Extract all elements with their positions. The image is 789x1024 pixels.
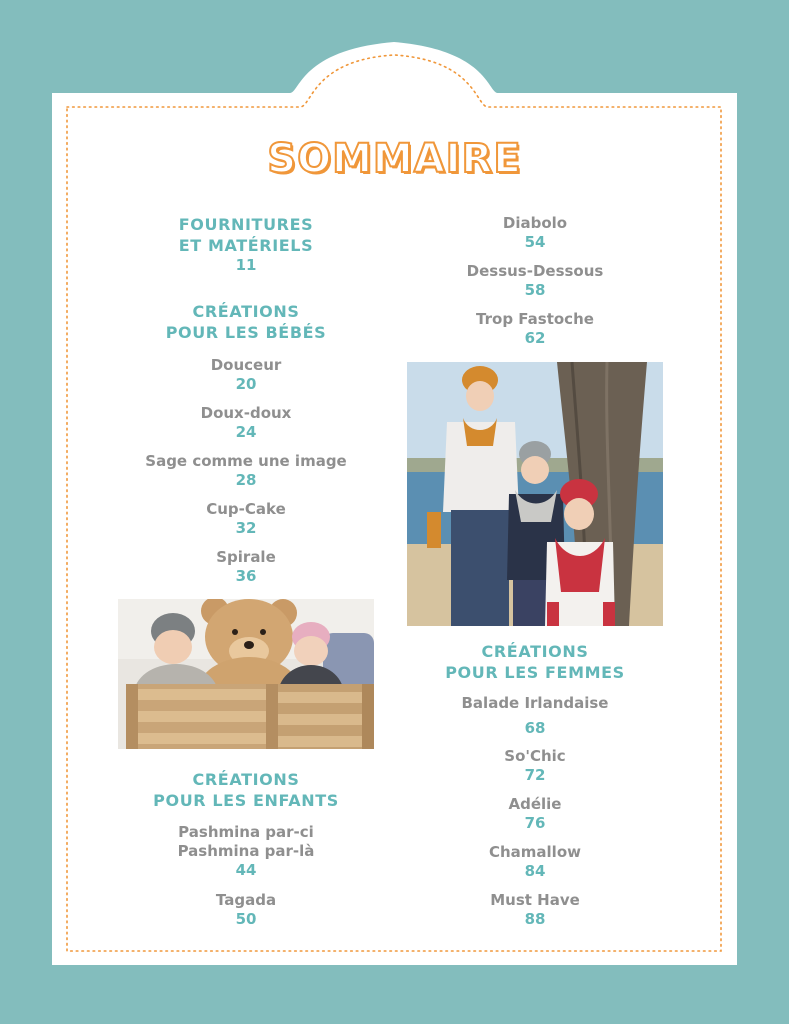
toc-entry[interactable]	[407, 262, 663, 300]
section-heading: FOURNITURES	[178, 215, 314, 234]
page-number: 76	[524, 814, 546, 832]
toc-entry[interactable]	[407, 310, 663, 348]
entry-name: Tagada	[215, 891, 277, 909]
page-number: 20	[235, 375, 257, 393]
section-bebes-heading	[118, 301, 374, 343]
entry-name: Trop Fastoche	[476, 310, 594, 328]
toc-entry[interactable]	[118, 452, 374, 490]
section-heading: POUR LES FEMMES	[445, 663, 625, 682]
section-femmes-heading	[407, 641, 663, 683]
page-number: 58	[524, 281, 546, 299]
entry-name: Cup-Cake	[206, 500, 286, 518]
page-number: 36	[235, 567, 257, 585]
toc-entry[interactable]	[118, 500, 374, 538]
toc-entry[interactable]	[118, 891, 374, 929]
entry-name: Diabolo	[502, 214, 568, 232]
page-number: 84	[524, 862, 546, 880]
entry-name: Doux-doux	[200, 404, 292, 422]
entry-name: Sage comme une image	[145, 452, 347, 470]
page-number: 88	[524, 910, 546, 928]
toc-entry[interactable]	[118, 404, 374, 442]
page-number: 72	[524, 766, 546, 784]
page-number: 44	[235, 861, 257, 879]
entry-name: So'Chic	[504, 747, 566, 765]
section-heading: CRÉATIONS	[192, 770, 300, 789]
entry-name: Balade Irlandaise	[461, 694, 609, 712]
page-number: 11	[235, 256, 257, 274]
page-number: 54	[524, 233, 546, 251]
section-enfants-heading	[118, 769, 374, 811]
section-heading: ET MATÉRIELS	[178, 236, 314, 255]
entry-name: Spirale	[216, 548, 276, 566]
page-number: 62	[524, 329, 546, 347]
toc-entry[interactable]	[407, 843, 663, 881]
toc-entry[interactable]	[407, 214, 663, 252]
toc-entry[interactable]	[118, 548, 374, 586]
page-number: 32	[235, 519, 257, 537]
page-number: 68	[524, 719, 546, 737]
page-number: 50	[235, 910, 257, 928]
section-heading: CRÉATIONS	[481, 642, 589, 661]
entry-name: Pashmina par-ci	[178, 823, 314, 841]
toc-entry[interactable]	[118, 823, 374, 880]
section-heading: POUR LES BÉBÉS	[165, 323, 327, 342]
section-heading: CRÉATIONS	[192, 302, 300, 321]
entry-name: Chamallow	[488, 843, 581, 861]
section-fournitures	[118, 214, 374, 275]
entry-name: Adélie	[508, 795, 562, 813]
toc-entry[interactable]	[407, 795, 663, 833]
toc-entry[interactable]	[407, 747, 663, 785]
section-heading: POUR LES ENFANTS	[153, 791, 339, 810]
entry-name: Dessus-Dessous	[466, 262, 604, 280]
entry-name: Must Have	[490, 891, 580, 909]
page-title: SOMMAIRE	[267, 136, 522, 182]
page-number: 24	[235, 423, 257, 441]
toc-entry[interactable]	[407, 891, 663, 929]
babies-photo	[118, 599, 374, 749]
toc-entry[interactable]	[407, 694, 663, 738]
toc-entry[interactable]	[118, 356, 374, 394]
entry-name: Douceur	[210, 356, 282, 374]
entry-name: Pashmina par-là	[177, 842, 315, 860]
children-photo	[407, 362, 663, 626]
page-number: 28	[235, 471, 257, 489]
